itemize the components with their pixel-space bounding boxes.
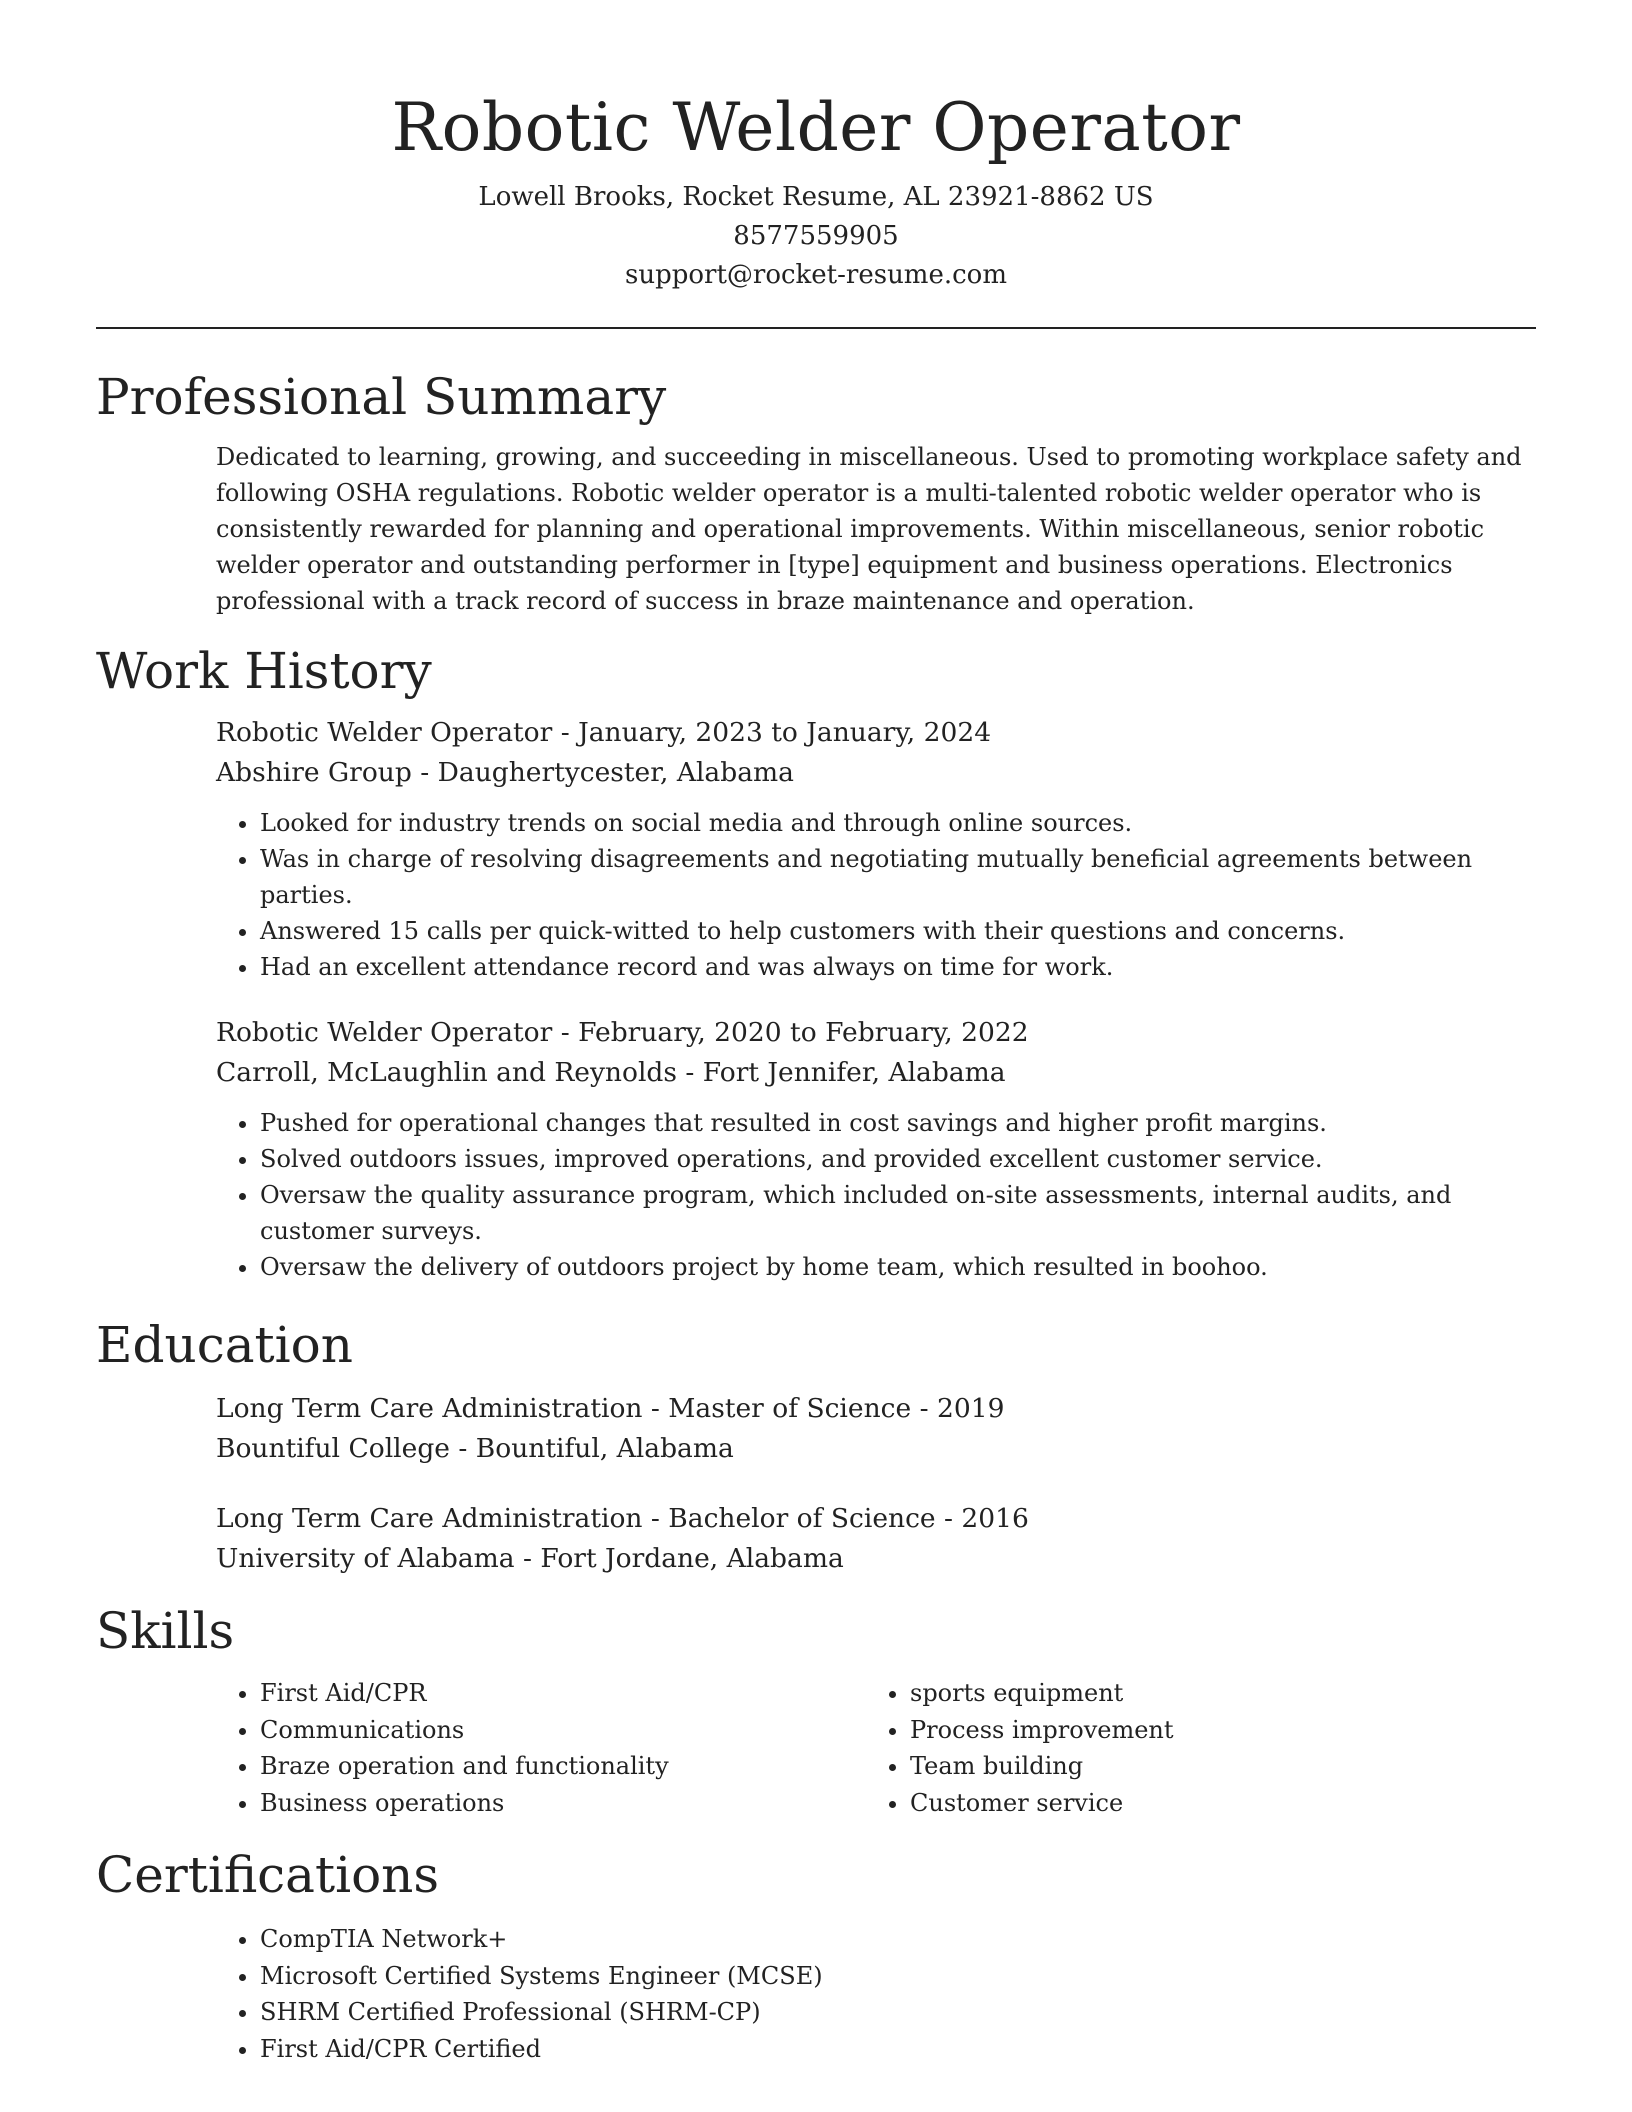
job-dates: - January, 2023 to January, 2024 — [552, 717, 992, 748]
job-location: - Daughertycester, Alabama — [411, 757, 794, 788]
certification-item: • First Aid/CPR Certified — [260, 2031, 1536, 2068]
skill-item: • Customer service — [910, 1785, 1516, 1822]
job-bullet: • Oversaw the delivery of outdoors project by home team, which resulted in boohoo. — [260, 1249, 1536, 1285]
certification-item: • Microsoft Certified Systems Engineer (MCSE) — [260, 1958, 1536, 1995]
education-location: - Fort Jordane, Alabama — [514, 1543, 844, 1574]
certifications-list — [216, 1921, 1536, 2067]
work-history-section — [96, 713, 1536, 1285]
header-divider — [96, 327, 1536, 329]
resume-header — [96, 0, 1536, 295]
education-degree: Bachelor of Science — [668, 1503, 936, 1534]
job-bullet: • Looked for industry trends on social media and through online sources. — [260, 805, 1536, 841]
skill-item: • First Aid/CPR — [260, 1675, 866, 1712]
job-location: - Fort Jennifer, Alabama — [677, 1057, 1006, 1088]
skills-column-left — [216, 1675, 866, 1821]
job-bullet: • Oversaw the quality assurance program, which included on-site assessments, internal audits, and customer surveys. — [260, 1177, 1536, 1249]
education-degree-line: Long Term Care Administration - Master of Science - 2019 — [216, 1393, 1005, 1424]
job-company-line — [216, 753, 1536, 793]
job-company: Abshire Group — [216, 757, 412, 788]
skill-item: • Communications — [260, 1712, 866, 1749]
skill-item: • Process improvement — [910, 1712, 1516, 1749]
job-bullets — [216, 805, 1536, 985]
education-entry — [216, 1499, 1536, 1579]
contact-block — [96, 178, 1536, 295]
summary-section-title: Professional Summary — [96, 368, 667, 426]
skills-grid — [216, 1675, 1536, 1821]
job-bullet: • Solved outdoors issues, improved operations, and provided excellent customer service. — [260, 1141, 1536, 1177]
job-bullets — [216, 1105, 1536, 1285]
education-school: University of Alabama — [216, 1543, 515, 1574]
education-section — [96, 1389, 1536, 1579]
resume-page — [96, 0, 1536, 2067]
job-bullet: • Answered 15 calls per quick-witted to help customers with their questions and concerns. — [260, 913, 1536, 949]
contact-email: support@rocket-resume.com — [624, 260, 1007, 290]
skills-section — [96, 1675, 1536, 1821]
education-year: - 2016 — [935, 1503, 1029, 1534]
education-section-title: Education — [96, 1316, 353, 1374]
skills-column-right — [866, 1675, 1516, 1821]
job-dates: - February, 2020 to February, 2022 — [552, 1017, 1029, 1048]
certifications-section-title: Certifications — [96, 1846, 440, 1904]
certification-item: • CompTIA Network+ — [260, 1921, 1536, 1958]
job-company: Carroll, McLaughlin and Reynolds — [216, 1057, 677, 1088]
skill-item: • Braze operation and functionality — [260, 1748, 866, 1785]
skill-item: • sports equipment — [910, 1675, 1516, 1712]
summary-text: Dedicated to learning, growing, and succeeding in miscellaneous. Used to promoting workplace safety and following OSHA regulations. Robotic welder operator is a multi-talented robotic welder operator who is consistently rewarded for planning and operational improvements. Within miscellaneous, senior robotic welder operator and outstanding performer in [type] equipment and business operations. Electronics professional with a track record of success in braze maintenance and operation. — [216, 443, 1522, 615]
skill-item: • Business operations — [260, 1785, 866, 1822]
skill-item: • Team building — [910, 1748, 1516, 1785]
education-school-line — [216, 1539, 1536, 1579]
education-year: - 2019 — [911, 1393, 1005, 1424]
education-degree: Master of Science — [668, 1393, 912, 1424]
education-field: Long Term Care Administration — [216, 1393, 643, 1424]
job-entry — [216, 1013, 1536, 1285]
job-bullet: • Pushed for operational changes that resulted in cost savings and higher profit margins. — [260, 1105, 1536, 1141]
education-school: Bountiful College — [216, 1433, 450, 1464]
education-school-line — [216, 1429, 1536, 1469]
job-title-line — [216, 1013, 1536, 1053]
job-entry — [216, 713, 1536, 985]
job-bullet: • Had an excellent attendance record and was always on time for work. — [260, 949, 1536, 985]
work-history-section-title: Work History — [96, 642, 432, 700]
candidate-title: Robotic Welder Operator — [391, 89, 1241, 166]
summary-section — [96, 439, 1536, 619]
job-position: Robotic Welder Operator — [216, 717, 553, 748]
education-entry — [216, 1389, 1536, 1469]
education-location: - Bountiful, Alabama — [449, 1433, 734, 1464]
job-company-line — [216, 1053, 1536, 1093]
job-title-line — [216, 713, 1536, 753]
job-bullet: • Was in charge of resolving disagreements and negotiating mutually beneficial agreements between parties. — [260, 841, 1536, 913]
education-field: Long Term Care Administration — [216, 1503, 643, 1534]
education-degree-line: Long Term Care Administration - Bachelor of Science - 2016 — [216, 1503, 1029, 1534]
contact-address: Lowell Brooks, Rocket Resume, AL 23921-8862 US — [478, 182, 1154, 212]
certifications-section — [96, 1921, 1536, 2067]
job-position: Robotic Welder Operator — [216, 1017, 553, 1048]
skills-section-title: Skills — [96, 1602, 235, 1660]
contact-phone: 8577559905 — [733, 221, 899, 251]
certification-item: • SHRM Certified Professional (SHRM-CP) — [260, 1994, 1536, 2031]
